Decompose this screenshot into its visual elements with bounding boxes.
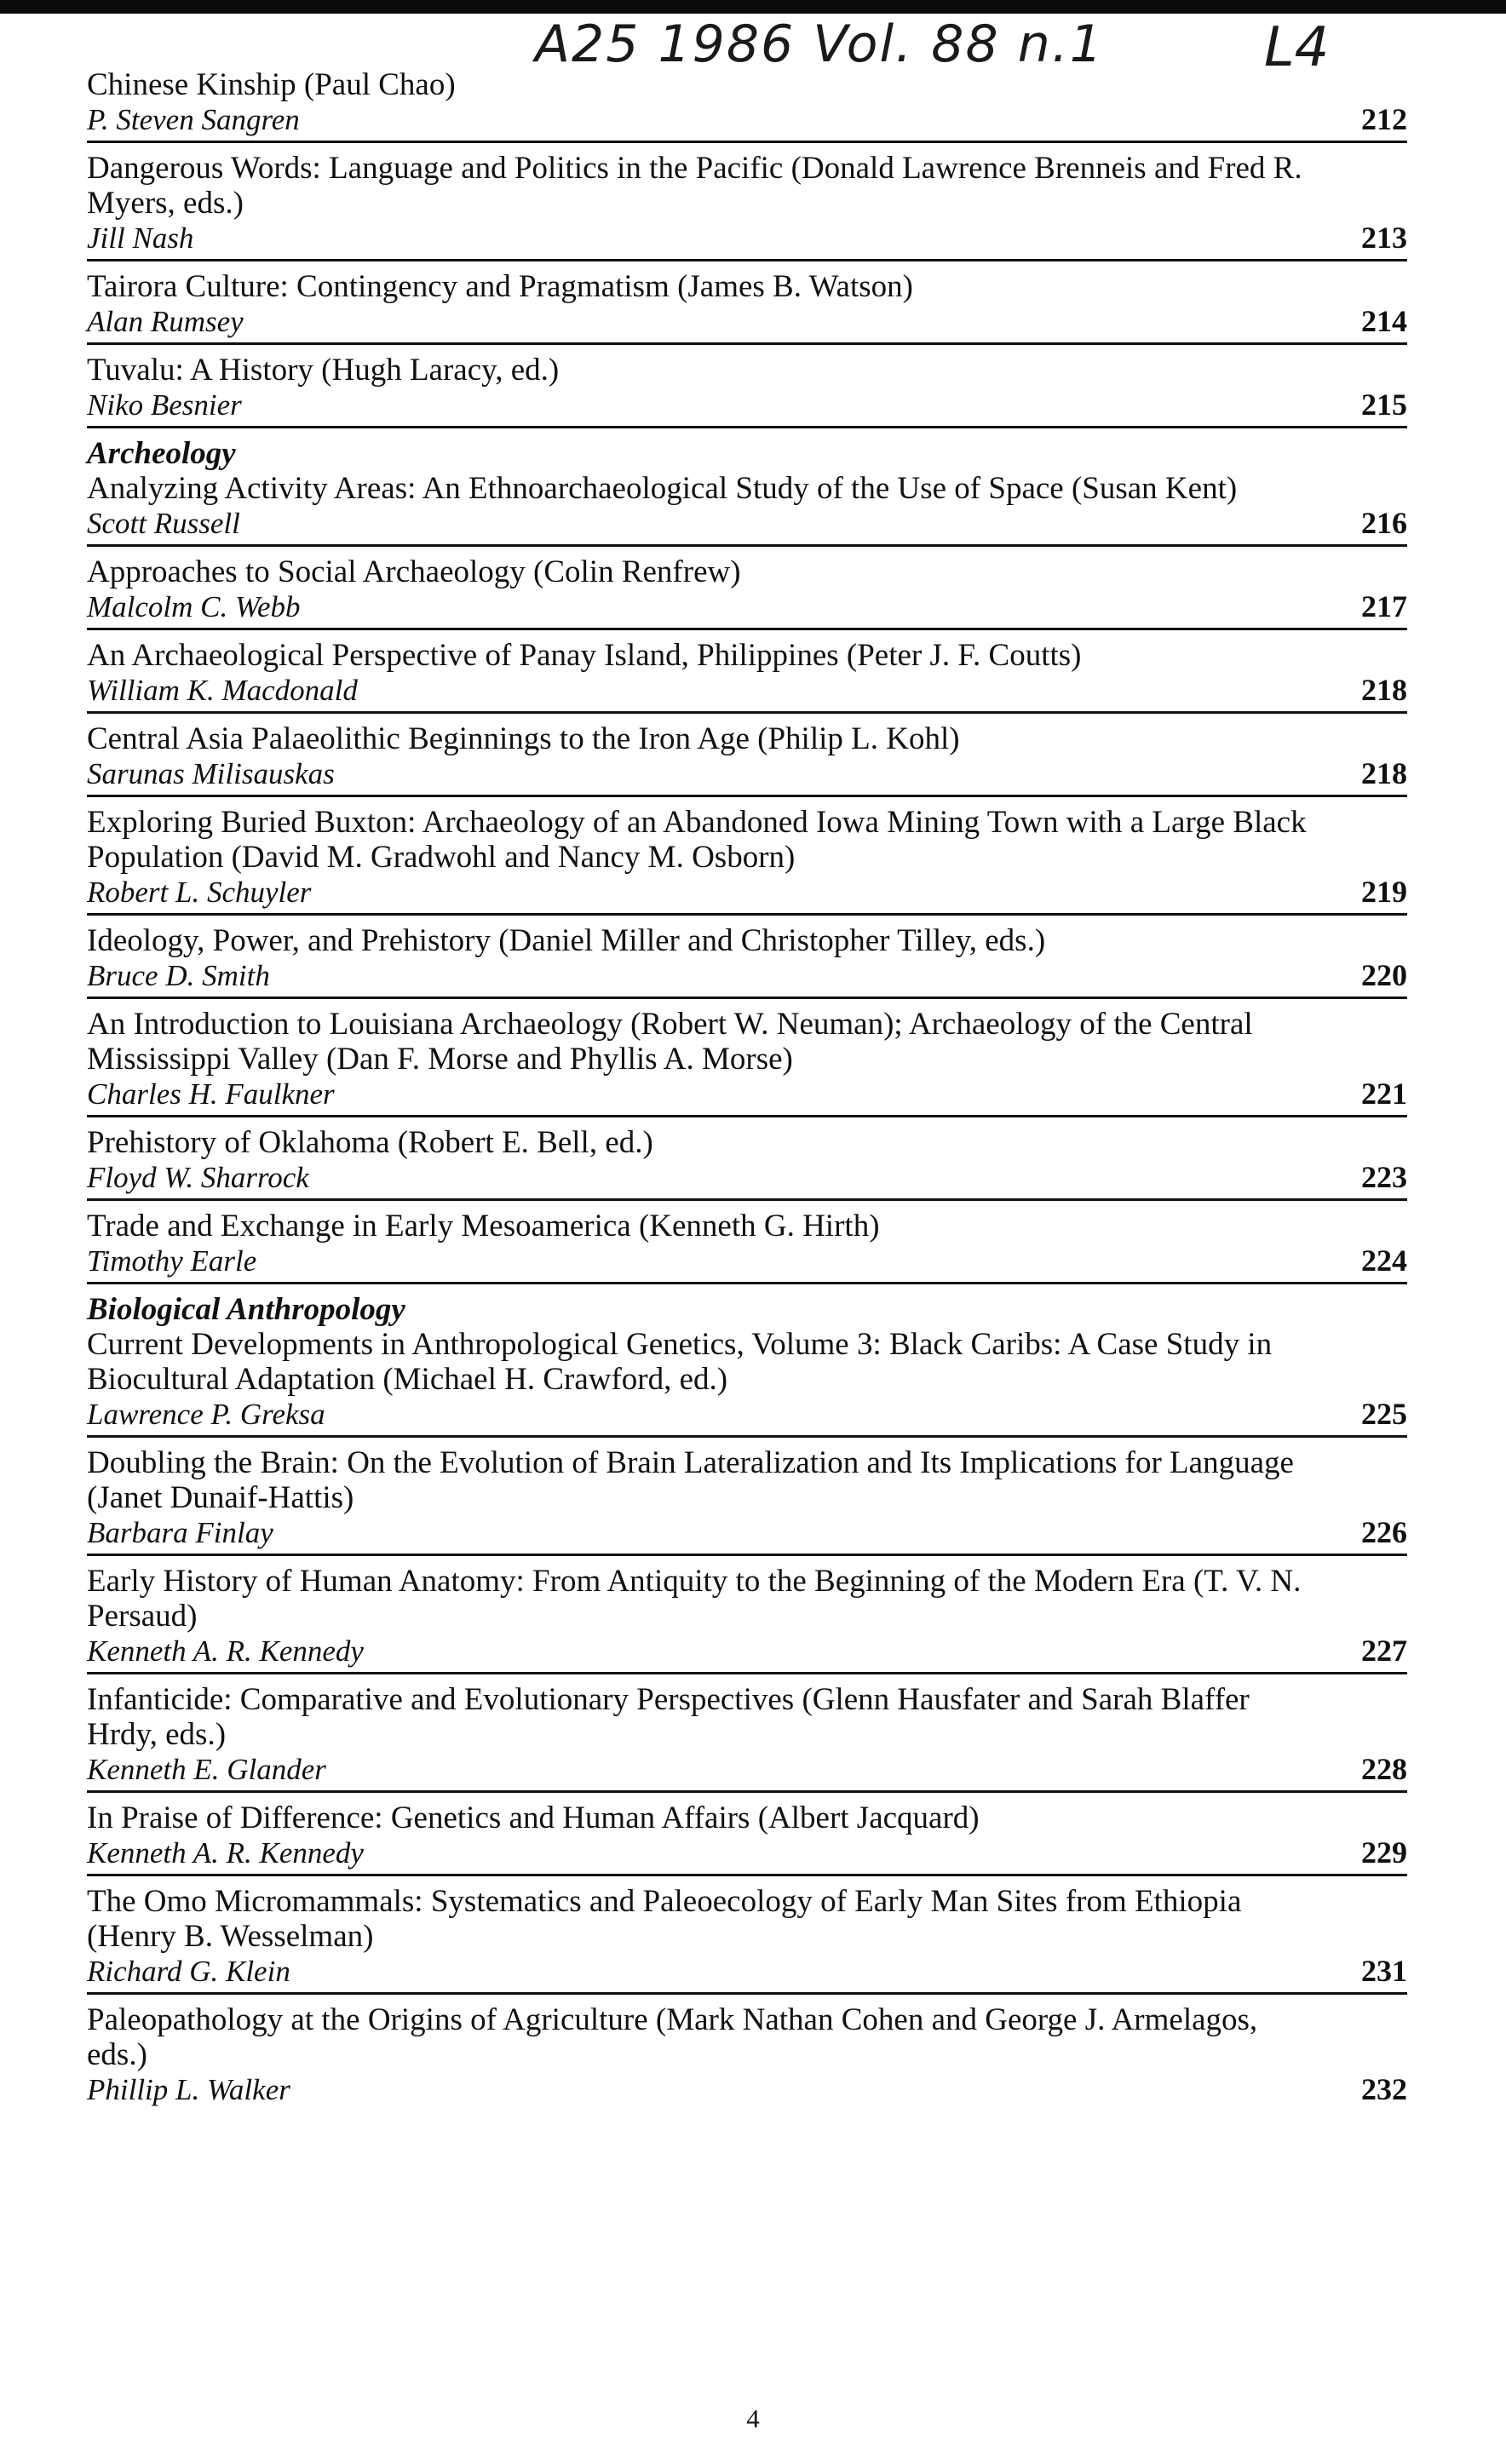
book-title: The Omo Micromammals: Systematics and Paleoecology of Early Man Sites from Ethiopia (Henry B. Wesselman) <box>87 1884 1242 1954</box>
book-title: Exploring Buried Buxton: Archaeology of an Abandoned Iowa Mining Town with a Large Black Population (David M. Gradwohl and Nancy M. Osborn) <box>87 805 1307 875</box>
entry-page-number: 219 <box>1361 875 1407 909</box>
entry-page-number: 226 <box>1361 1515 1407 1549</box>
reviewer-name: Timothy Earle <box>87 1244 257 1278</box>
reviewer-name: Robert L. Schuyler <box>87 876 312 909</box>
toc-entry <box>87 1201 1407 1284</box>
reviewer-name: Scott Russell <box>87 507 240 540</box>
reviewer-name: Niko Besnier <box>87 388 242 422</box>
reviewer-name: Richard G. Klein <box>87 1955 290 1988</box>
entry-page-number: 213 <box>1361 221 1407 255</box>
entry-page-number: 229 <box>1361 1835 1407 1870</box>
entry-page-number: 231 <box>1361 1954 1407 1988</box>
reviewer-name: Bruce D. Smith <box>87 959 270 992</box>
book-title: Prehistory of Oklahoma (Robert E. Bell, ed.) <box>87 1125 653 1160</box>
entry-page-number: 227 <box>1361 1634 1407 1668</box>
entry-page-number: 212 <box>1361 102 1407 136</box>
book-title: Approaches to Social Archaeology (Colin Renfrew) <box>87 554 741 589</box>
book-title: Current Developments in Anthropological Genetics, Volume 3: Black Caribs: A Case Study in Biocultural Adaptation (Michael H. Crawford, ed.) <box>87 1327 1273 1397</box>
scan-top-border <box>0 0 1506 14</box>
toc-entry <box>87 1284 1407 1438</box>
toc-entry <box>87 1438 1407 1556</box>
book-title: Central Asia Palaeolithic Beginnings to the Iron Age (Philip L. Kohl) <box>87 721 960 756</box>
toc-entry <box>87 60 1407 143</box>
entry-page-number: 225 <box>1361 1397 1407 1431</box>
book-title: Chinese Kinship (Paul Chao) <box>87 67 456 102</box>
book-title: An Introduction to Louisiana Archaeology (Robert W. Neuman); Archaeology of the Central Mississippi Valley (Dan F. Morse and Phyllis A. Morse) <box>87 1007 1253 1077</box>
toc-entry <box>87 797 1407 916</box>
toc-entry <box>87 1793 1407 1876</box>
toc-entry <box>87 999 1407 1117</box>
book-title: Paleopathology at the Origins of Agriculture (Mark Nathan Cohen and George J. Armelagos, eds.) <box>87 2002 1258 2072</box>
toc-entry <box>87 143 1407 261</box>
reviewer-name: Barbara Finlay <box>87 1516 273 1549</box>
handwritten-mark: L4 <box>1264 16 1330 79</box>
page-number: 4 <box>746 2404 760 2433</box>
entry-page-number: 221 <box>1361 1077 1407 1111</box>
section-heading: Biological Anthropology <box>87 1292 405 1327</box>
entry-page-number: 218 <box>1361 756 1407 790</box>
reviewer-name: P. Steven Sangren <box>87 103 300 136</box>
toc-entry <box>87 345 1407 428</box>
toc-entry <box>87 1876 1407 1995</box>
entry-page-number: 224 <box>1361 1243 1407 1278</box>
book-title: Analyzing Activity Areas: An Ethnoarchaeological Study of the Use of Space (Susan Kent) <box>87 471 1238 506</box>
book-title: An Archaeological Perspective of Panay Island, Philippines (Peter J. F. Coutts) <box>87 638 1082 673</box>
book-title: Tuvalu: A History (Hugh Laracy, ed.) <box>87 353 560 388</box>
entry-page-number: 217 <box>1361 589 1407 623</box>
reviewer-name: Kenneth E. Glander <box>87 1753 326 1786</box>
book-title: Doubling the Brain: On the Evolution of Brain Lateralization and Its Implications for Language (Janet Dunaif-Hattis) <box>87 1445 1294 1515</box>
book-title: Dangerous Words: Language and Politics in the Pacific (Donald Lawrence Brenneis and Fred R. Myers, eds.) <box>87 151 1302 221</box>
toc-entry <box>87 630 1407 714</box>
entry-page-number: 214 <box>1361 304 1407 338</box>
toc-entry <box>87 547 1407 630</box>
entry-page-number: 228 <box>1361 1752 1407 1786</box>
book-title: In Praise of Difference: Genetics and Human Affairs (Albert Jacquard) <box>87 1801 980 1835</box>
toc-entry <box>87 1556 1407 1674</box>
section-heading: Archeology <box>87 436 236 471</box>
book-title: Ideology, Power, and Prehistory (Daniel Miller and Christopher Tilley, eds.) <box>87 923 1046 958</box>
reviewer-name: Sarunas Milisauskas <box>87 757 335 790</box>
entry-page-number: 215 <box>1361 388 1407 422</box>
toc-entry <box>87 1995 1407 2111</box>
toc-entry <box>87 916 1407 999</box>
reviewer-name: Malcolm C. Webb <box>87 590 301 623</box>
toc-entry <box>87 1674 1407 1793</box>
table-of-contents <box>87 60 1407 2111</box>
reviewer-name: Charles H. Faulkner <box>87 1077 335 1111</box>
toc-entry <box>87 261 1407 345</box>
book-title: Trade and Exchange in Early Mesoamerica (Kenneth G. Hirth) <box>87 1209 880 1243</box>
entry-page-number: 232 <box>1361 2072 1407 2106</box>
reviewer-name: Jill Nash <box>87 221 194 255</box>
book-title: Tairora Culture: Contingency and Pragmatism (James B. Watson) <box>87 269 913 304</box>
toc-entry <box>87 714 1407 797</box>
entry-page-number: 220 <box>1361 958 1407 992</box>
reviewer-name: Lawrence P. Greksa <box>87 1398 325 1431</box>
book-title: Early History of Human Anatomy: From Antiquity to the Beginning of the Modern Era (T. V. N. Persaud) <box>87 1564 1302 1634</box>
entry-page-number: 218 <box>1361 673 1407 707</box>
reviewer-name: Kenneth A. R. Kennedy <box>87 1634 364 1668</box>
toc-entry <box>87 428 1407 547</box>
book-title: Infanticide: Comparative and Evolutionary Perspectives (Glenn Hausfater and Sarah Blaffer Hrdy, eds.) <box>87 1682 1250 1752</box>
entry-page-number: 216 <box>1361 506 1407 540</box>
toc-entry <box>87 1117 1407 1201</box>
reviewer-name: Alan Rumsey <box>87 305 244 338</box>
entry-page-number: 223 <box>1361 1160 1407 1194</box>
reviewer-name: Kenneth A. R. Kennedy <box>87 1836 364 1870</box>
reviewer-name: William K. Macdonald <box>87 674 358 707</box>
reviewer-name: Floyd W. Sharrock <box>87 1161 309 1194</box>
reviewer-name: Phillip L. Walker <box>87 2073 290 2106</box>
handwritten-call-number: A25 1986 Vol. 88 n.1 <box>535 14 1104 74</box>
